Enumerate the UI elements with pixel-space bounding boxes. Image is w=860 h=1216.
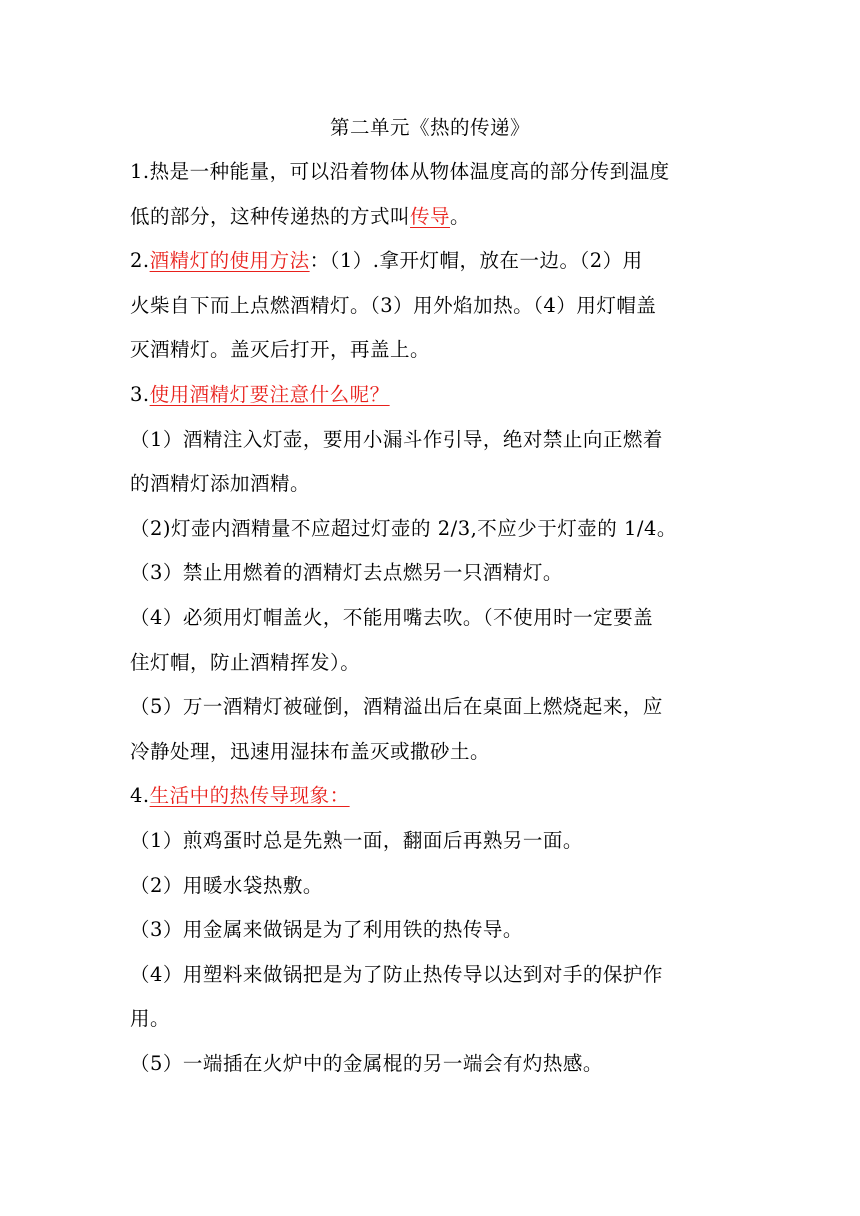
section-4-item-5: （5）一端插在火炉中的金属棍的另一端会有灼热感。 — [130, 1051, 603, 1075]
section-4-item-4-line-2: 用。 — [130, 1007, 171, 1031]
document-body — [130, 106, 730, 1086]
section-1-line-1: 1.热是一种能量，可以沿着物体从物体温度高的部分传到温度 — [130, 160, 670, 183]
section-1-line-2 — [130, 195, 730, 240]
section-2-number: 2. — [130, 249, 150, 273]
section-2-line-3: 灭酒精灯。盖灭后打开，再盖上。 — [130, 338, 431, 362]
section-4-number: 4. — [130, 784, 150, 808]
section-2-heading: 酒精灯的使用方法 — [149, 249, 310, 273]
section-3-item-5-line-1: （5）万一酒精灯被碰倒，酒精溢出后在桌面上燃烧起来，应 — [130, 695, 663, 719]
section-3-item-4-line-1: （4）必须用灯帽盖火，不能用嘴去吹。（不使用时一定要盖 — [130, 605, 654, 629]
section-3-item-5-line-2: 冷静处理，迅速用湿抹布盖灭或撒砂土。 — [130, 739, 491, 763]
section-4-heading-line — [130, 774, 730, 819]
section-4-heading: 生活中的热传导现象： — [149, 784, 350, 808]
section-4-item-3: （3）用金属来做锅是为了利用铁的热传导。 — [130, 918, 523, 942]
section-3-item-2: （2)灯壶内酒精量不应超过灯壶的 2/3,不应少于灯壶的 1/4。 — [130, 516, 677, 540]
section-3-heading-line — [130, 373, 730, 418]
section-2-line-1 — [130, 239, 730, 284]
section-3-number: 3. — [130, 382, 150, 406]
section-3-heading: 使用酒精灯要注意什么呢？ — [149, 382, 390, 406]
section-3-item-4-line-2: 住灯帽，防止酒精挥发）。 — [130, 650, 361, 674]
keyword-conduction: 传导 — [410, 204, 451, 228]
section-2-line-2: 火柴自下而上点燃酒精灯。（3）用外焰加热。（4）用灯帽盖 — [130, 293, 657, 317]
section-4-item-1: （1）煎鸡蛋时总是先熟一面，翻面后再熟另一面。 — [130, 828, 583, 852]
section-4-item-2: （2）用暖水袋热敷。 — [130, 873, 323, 897]
document-title: 第二单元《热的传递》 — [329, 116, 530, 139]
section-3-item-1-line-2: 的酒精灯添加酒精。 — [130, 472, 311, 496]
section-4-item-4-line-1: （4）用塑料来做锅把是为了防止热传导以达到对手的保护作 — [130, 962, 663, 986]
section-2-text: ：（1）.拿开灯帽，放在一边。（2）用 — [309, 249, 643, 273]
section-3-item-3: （3）禁止用燃着的酒精灯去点燃另一只酒精灯。 — [130, 561, 563, 585]
section-3-item-1-line-1: （1）酒精注入灯壶，要用小漏斗作引导，绝对禁止向正燃着 — [130, 427, 663, 451]
section-1-text: 低的部分，这种传递热的方式叫 — [130, 204, 411, 228]
section-1-period: 。 — [450, 204, 471, 228]
